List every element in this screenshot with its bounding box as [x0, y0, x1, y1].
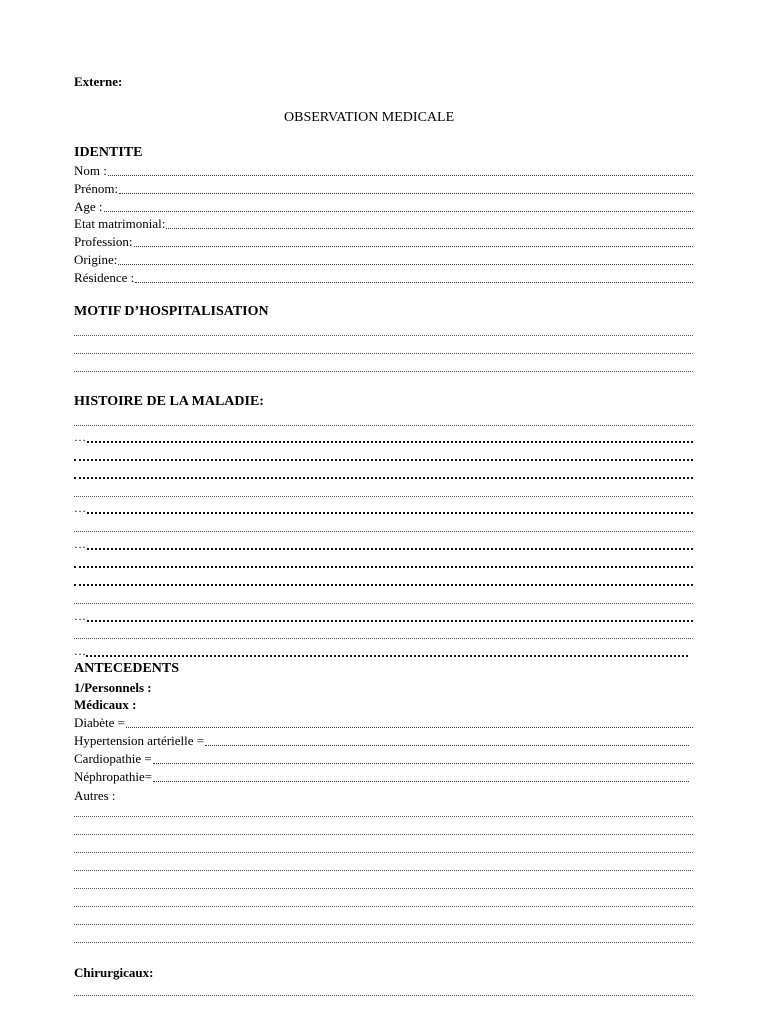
hypertension-label: Hypertension artérielle =: [74, 733, 205, 748]
nom-label: Nom :: [74, 163, 107, 178]
etat-matrimonial-label: Etat matrimonial:: [74, 216, 166, 231]
autres-line[interactable]: [74, 834, 693, 835]
histoire-line[interactable]: [74, 655, 688, 657]
hypertension-field[interactable]: [74, 733, 689, 749]
residence-dots: [135, 279, 693, 283]
histoire-line[interactable]: [74, 512, 693, 514]
chirurgicaux-label: Chirurgicaux:: [74, 965, 154, 980]
hypertension-dots: [205, 742, 689, 746]
autres-line[interactable]: [74, 816, 693, 817]
autres-line[interactable]: [74, 852, 693, 853]
motif-line[interactable]: [74, 353, 693, 354]
cardiopathie-field[interactable]: [74, 751, 693, 767]
profession-label: Profession:: [74, 234, 133, 249]
profession-field[interactable]: [74, 234, 693, 250]
histoire-line[interactable]: [74, 566, 693, 568]
origine-field[interactable]: [74, 252, 693, 268]
histoire-line[interactable]: [74, 477, 693, 479]
etat-matrimonial-dots: [166, 225, 693, 229]
histoire-line[interactable]: [74, 459, 693, 461]
autres-line[interactable]: [74, 870, 693, 871]
histoire-line[interactable]: [74, 620, 693, 622]
autres-line[interactable]: [74, 942, 693, 943]
age-field[interactable]: [74, 199, 693, 215]
histoire-line[interactable]: [74, 441, 693, 443]
histoire-heading: HISTOIRE DE LA MALADIE:: [74, 394, 264, 409]
chirurgicaux-line[interactable]: [74, 995, 693, 996]
age-label: Age :: [74, 199, 103, 214]
prenom-label: Prénom:: [74, 181, 119, 196]
etat-matrimonial-field[interactable]: [74, 216, 693, 232]
nephropathie-field[interactable]: [74, 769, 689, 785]
motif-heading: MOTIF D’HOSPITALISATION: [74, 304, 269, 319]
page-title: OBSERVATION MEDICALE: [284, 110, 455, 125]
antecedents-heading: ANTECEDENTS: [74, 661, 180, 676]
personnels-label: 1/Personnels :: [74, 680, 152, 695]
autres-line[interactable]: [74, 888, 693, 889]
cardiopathie-dots: [153, 760, 693, 764]
residence-field[interactable]: [74, 270, 693, 286]
histoire-line[interactable]: [74, 603, 693, 604]
histoire-line[interactable]: [74, 584, 693, 586]
histoire-line[interactable]: [74, 425, 693, 426]
diabete-dots: [126, 724, 693, 728]
histoire-line[interactable]: [74, 531, 693, 532]
profession-dots: [134, 243, 694, 247]
motif-line[interactable]: [74, 335, 693, 336]
medicaux-label: Médicaux :: [74, 697, 137, 712]
nom-dots: [108, 172, 693, 176]
histoire-line[interactable]: [74, 548, 693, 550]
origine-dots: [118, 261, 693, 265]
diabete-field[interactable]: [74, 715, 693, 731]
histoire-line[interactable]: [74, 496, 693, 497]
diabete-label: Diabète =: [74, 715, 126, 730]
nephropathie-label: Néphropathie=: [74, 769, 153, 784]
prenom-field[interactable]: [74, 181, 693, 197]
cardiopathie-label: Cardiopathie =: [74, 751, 152, 766]
prenom-dots: [119, 190, 693, 194]
age-dots: [104, 208, 693, 212]
histoire-line[interactable]: [74, 638, 693, 639]
origine-label: Origine:: [74, 252, 118, 267]
externe-label: Externe:: [74, 74, 123, 89]
nom-field[interactable]: [74, 163, 693, 179]
autres-line[interactable]: [74, 906, 693, 907]
nephropathie-dots: [153, 778, 689, 782]
identite-heading: IDENTITE: [74, 145, 143, 160]
autres-label: Autres :: [74, 788, 116, 803]
autres-line[interactable]: [74, 924, 693, 925]
motif-line[interactable]: [74, 371, 693, 372]
residence-label: Résidence :: [74, 270, 135, 285]
